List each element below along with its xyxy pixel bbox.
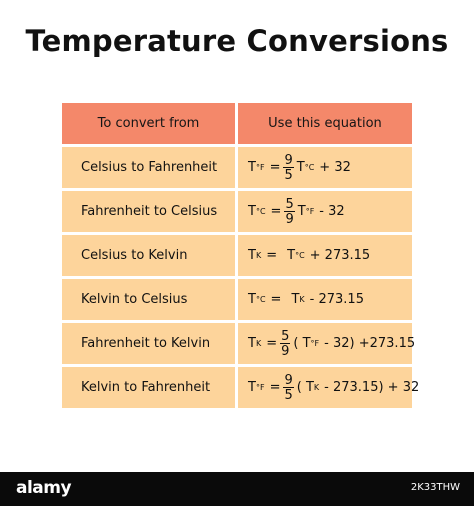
table-row	[62, 323, 416, 364]
conversion-name: Fahrenheit to Kelvin	[62, 323, 235, 364]
conversion-table	[62, 103, 420, 411]
conversion-name: Kelvin to Celsius	[62, 279, 235, 320]
conversion-equation: T °F = $\frac{9}{5}$ T °C + 32	[238, 147, 412, 188]
page-title: Temperature Conversions	[25, 24, 449, 58]
image-id: 2K33THW	[410, 482, 460, 493]
table-row	[62, 235, 412, 276]
conversion-equation: T °C = $\frac{5}{9}$ T °F - 32	[238, 191, 412, 232]
table-row	[62, 147, 412, 188]
conversion-equation: T K = T °C + 273.15	[238, 235, 412, 276]
header-convert-from: To convert from	[62, 103, 235, 144]
footer-bar	[0, 472, 474, 506]
conversion-equation: T °C = T K - 273.15	[238, 279, 412, 320]
conversion-name: Kelvin to Fahrenheit	[62, 367, 235, 408]
table-row	[62, 367, 420, 408]
table-header-row	[62, 103, 412, 144]
alamy-logo: alamy	[16, 478, 72, 498]
conversion-name: Fahrenheit to Celsius	[62, 191, 235, 232]
conversion-equation: T °F = $\frac{9}{5}$ ( T K - 273.15) + 32	[238, 367, 412, 408]
conversion-name: Celsius to Fahrenheit	[62, 147, 235, 188]
conversion-equation: T K = $\frac{5}{9}$ ( T °F - 32) +273.15	[238, 323, 412, 364]
header-use-equation: Use this equation	[238, 103, 412, 144]
table-row	[62, 191, 412, 232]
table-row	[62, 279, 412, 320]
conversion-name: Celsius to Kelvin	[62, 235, 235, 276]
